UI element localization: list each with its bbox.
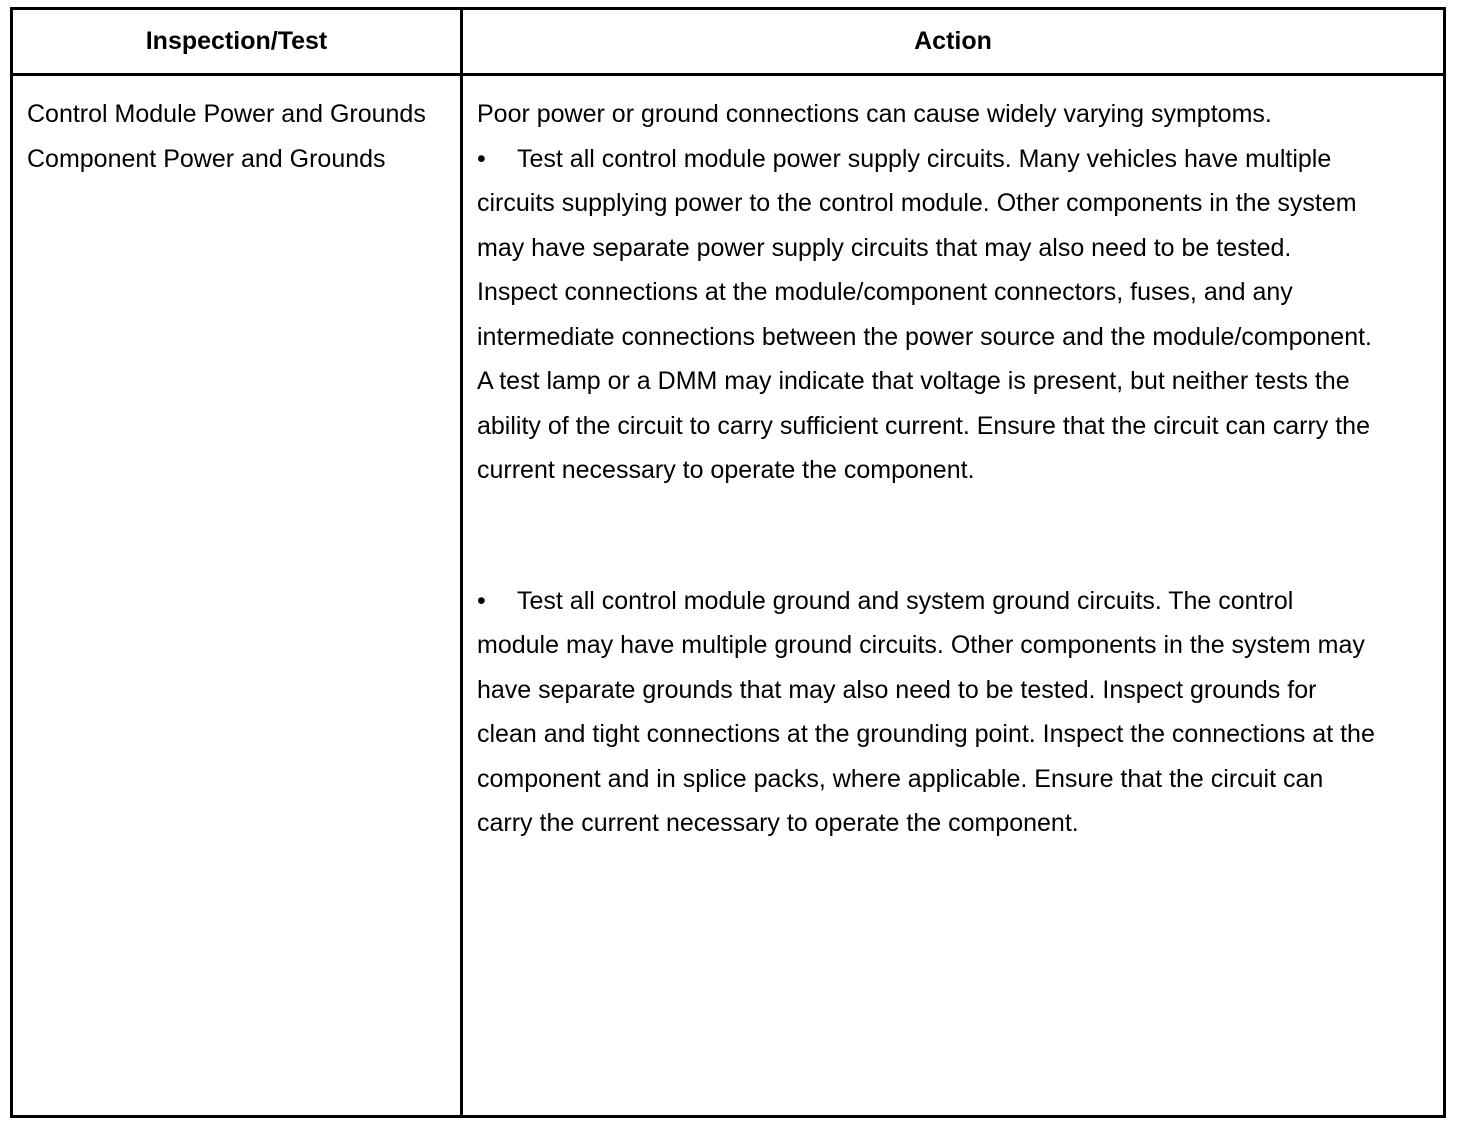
header-inspection-test: Inspection/Test <box>145 27 328 55</box>
bullet-icon: • <box>477 144 486 173</box>
action-bullet-ground-text: Test all control module ground and system ground circuits. The control module may have multiple ground circuits. Other components in the system may have separate grounds that may also need to be tested. Inspect grounds for clean and tight connections at the grounding point. Inspect the connections at the component and in splice packs, where applicable. Ensure that the circuit can carry the current necessary to operate the component. <box>477 586 1375 837</box>
inspection-cell: Control Module Power and Grounds Component Power and Grounds <box>27 100 426 173</box>
inspection-action-table <box>10 7 1446 1118</box>
action-bullet-ground <box>477 579 1377 846</box>
column-divider <box>460 10 463 1115</box>
action-bullet-power <box>477 137 1377 493</box>
action-intro: Poor power or ground connections can cause widely varying symptoms. <box>477 100 1272 128</box>
action-cell <box>477 92 1377 846</box>
bullet-icon: • <box>477 586 486 615</box>
action-bullet-power-text: Test all control module power supply circuits. Many vehicles have multiple circuits supplying power to the control module. Other components in the system may have separate power supply circuits that may also need to be tested. Inspect connections at the module/component connectors, fuses, and any intermediate connections between the power source and the module/component. A test lamp or a DMM may indicate that voltage is present, but neither tests the ability of the circuit to carry sufficient current. Ensure that the circuit can carry the current necessary to operate the component. <box>477 144 1373 484</box>
header-divider <box>13 73 1443 76</box>
header-action: Action <box>914 27 992 55</box>
